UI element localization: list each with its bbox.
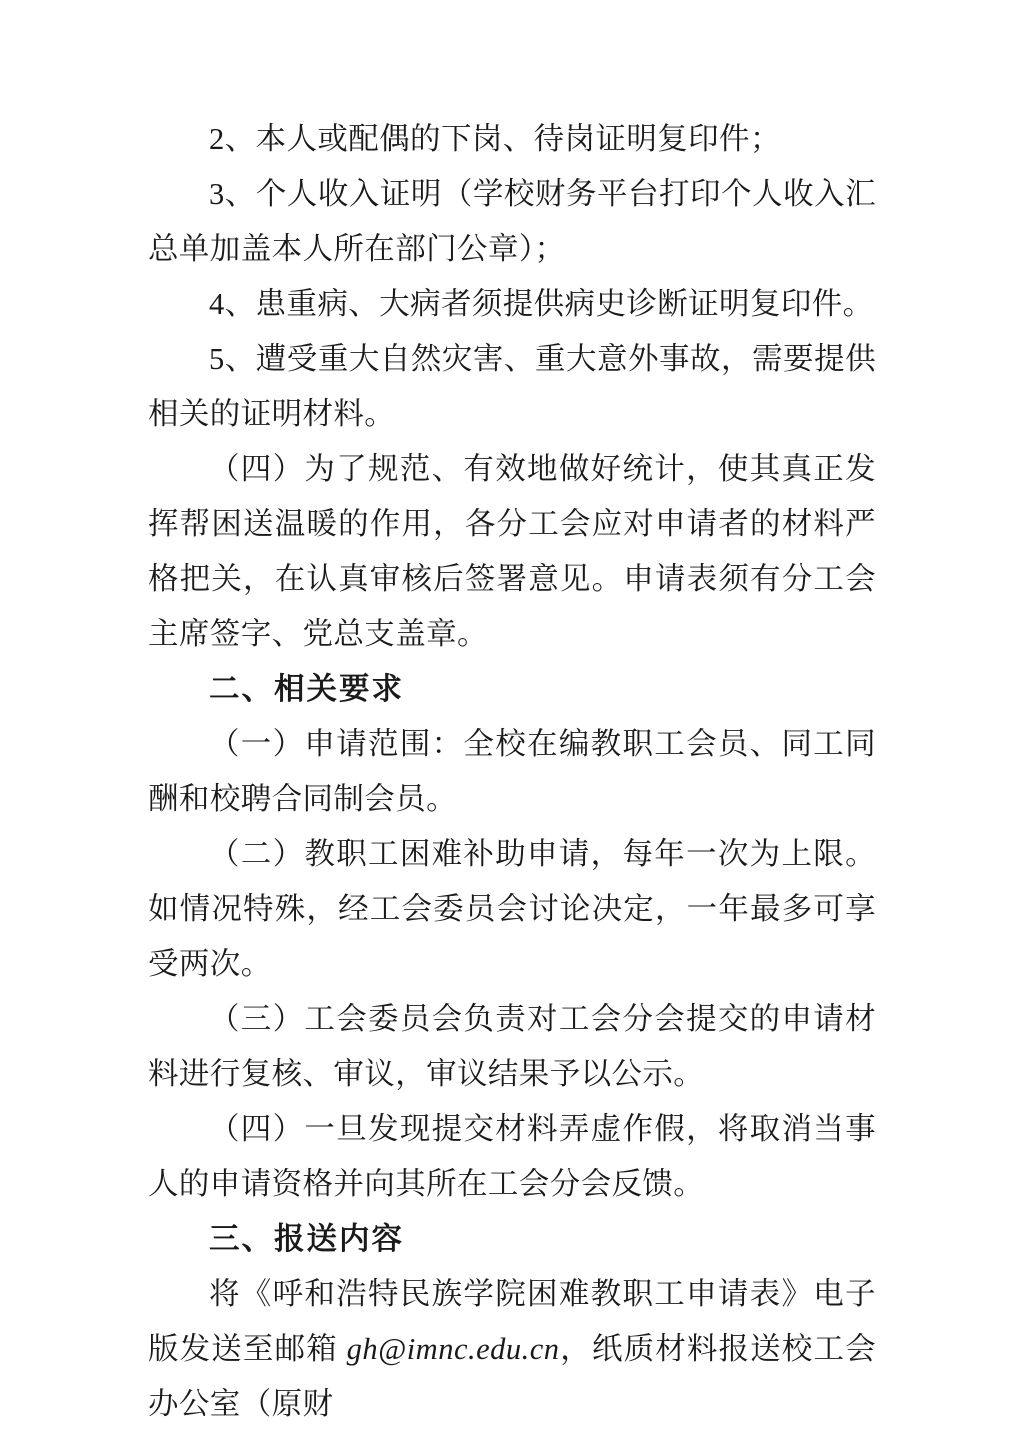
paragraph-section-four: （四）为了规范、有效地做好统计，使其真正发挥帮困送温暖的作用，各分工会应对申请者的材料严格把关，在认真审核后签署意见。申请表须有分工会主席签字、党总支盖章。 (148, 452, 876, 651)
paragraph-item-4: 4、患重病、大病者须提供病史诊断证明复印件。 (209, 287, 874, 321)
document-body (148, 112, 876, 1432)
paragraph-requirement-three: （三）工会委员会负责对工会分会提交的申请材料进行复核、审议，审议结果予以公示。 (148, 1002, 876, 1091)
submission-text-lead: 将《呼和浩特民族学院困难教职工申请表》电子版发送至邮箱 (148, 1277, 876, 1366)
submission-email-address: gh@imnc.edu.cn (346, 1332, 560, 1366)
submission-text-tail: ，纸质材料报送校工会办公室（原财 (148, 1332, 876, 1421)
paragraph-item-2: 2、本人或配偶的下岗、待岗证明复印件； (209, 122, 781, 156)
paragraph-item-5: 5、遭受重大自然灾害、重大意外事故，需要提供相关的证明材料。 (148, 342, 876, 431)
paragraph-submission-content (148, 1267, 876, 1432)
paragraph-requirement-two: （二）教职工困难补助申请，每年一次为上限。如情况特殊，经工会委员会讨论决定，一年最多可享受两次。 (148, 837, 876, 981)
heading-section-three: 三、报送内容 (209, 1222, 404, 1256)
paragraph-requirement-one: （一）申请范围：全校在编教职工会员、同工同酬和校聘合同制会员。 (148, 727, 876, 816)
heading-section-two: 二、相关要求 (209, 672, 404, 706)
paragraph-requirement-four: （四）一旦发现提交材料弄虚作假，将取消当事人的申请资格并向其所在工会分会反馈。 (148, 1112, 876, 1201)
paragraph-item-3: 3、个人收入证明（学校财务平台打印个人收入汇总单加盖本人所在部门公章）； (148, 177, 876, 266)
